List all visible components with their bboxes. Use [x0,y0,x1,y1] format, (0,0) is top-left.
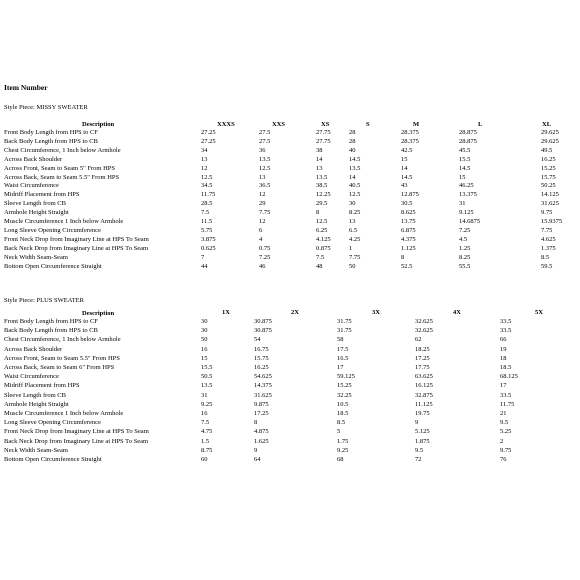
missy-cell-value: 36.5 [259,182,271,190]
missy-cell-value: 15.9375 [541,218,563,225]
plus-cell-value: 18 [500,354,507,362]
item-number-title: Item Number [4,83,48,92]
missy-size-header: XXS [272,121,286,128]
plus-table-row [0,355,580,363]
missy-table-row [0,236,580,244]
missy-cell-value: 34 [201,146,208,154]
missy-cell-value: 13 [349,218,356,225]
missy-cell-value: 55.5 [459,262,471,270]
plus-table-row [0,419,580,427]
missy-cell-value: 13.375 [459,191,477,199]
plus-cell-value: 10.5 [337,400,349,408]
missy-cell-value: 6.5 [349,226,358,234]
plus-cell-value: 19.75 [415,410,430,417]
missy-cell-value: 8.25 [459,253,471,261]
missy-cell-value: 29 [259,200,266,208]
missy-cell-value: 8.625 [401,209,416,217]
missy-cell-value: 12.5 [201,173,213,181]
plus-row-description: Chest Circumference, 1 Inch below Armhole [4,336,121,344]
plus-table-row [0,382,580,390]
plus-cell-value: 17.5 [337,345,349,353]
plus-row-description: Waist Circumference [4,373,59,381]
missy-cell-value: 40 [349,146,356,154]
missy-cell-value: 42.5 [401,146,413,154]
plus-cell-value: 72 [415,456,422,463]
plus-cell-value: 76 [500,456,507,463]
plus-description-header: Description [82,310,115,317]
missy-cell-value: 27.25 [201,129,216,136]
missy-cell-value: 7.25 [459,226,471,234]
missy-cell-value: 4.125 [316,235,331,243]
missy-cell-value: 7.75 [541,226,553,234]
missy-cell-value: 50 [349,262,356,270]
missy-cell-value: 15 [459,173,466,181]
plus-row-description: Front Neck Drop from Imaginary Line at HPS To Seam [4,428,149,436]
missy-cell-value: 1 [349,244,353,252]
plus-cell-value: 33.5 [500,318,512,325]
plus-cell-value: 58 [337,336,344,344]
missy-cell-value: 46 [259,262,266,270]
plus-table-row [0,364,580,372]
plus-cell-value: 8.5 [337,419,346,427]
plus-cell-value: 16 [201,345,208,353]
missy-cell-value: 12 [259,218,266,225]
plus-cell-value: 60 [201,456,208,463]
missy-cell-value: 6.875 [401,226,416,234]
plus-cell-value: 64 [254,456,261,463]
missy-cell-value: 27.75 [316,137,331,145]
missy-cell-value: 7.5 [316,253,325,261]
missy-size-header: XL [542,121,552,128]
missy-cell-value: 43 [401,182,408,190]
plus-cell-value: 68.125 [500,373,518,381]
missy-cell-value: 4.375 [401,235,416,243]
missy-cell-value: 7.75 [349,253,361,261]
missy-row-description: Waist Circumference [4,182,59,190]
missy-cell-value: 8.5 [541,253,550,261]
missy-cell-value: 14 [316,155,323,163]
plus-cell-value: 30 [201,327,208,335]
plus-cell-value: 30 [201,318,208,325]
plus-row-description: Across Back, Seam to Seam 6" From HPS [4,364,115,371]
missy-row-description: Back Body Length from HPS to CB [4,137,98,145]
plus-cell-value: 9.25 [201,400,213,408]
missy-cell-value: 7.25 [259,253,271,261]
plus-style-label: Style Piece: PLUS SWEATER [4,297,84,304]
missy-style-label: Style Piece: MISSY SWEATER [4,104,88,111]
missy-cell-value: 13.5 [349,164,361,172]
plus-cell-value: 1.875 [415,437,430,445]
missy-table-row [0,191,580,199]
missy-cell-value: 1.125 [401,244,416,252]
plus-table-row [0,428,580,436]
plus-cell-value: 32.625 [415,318,433,325]
missy-table-row [0,165,580,173]
missy-cell-value: 6.25 [316,226,328,234]
missy-cell-value: 28.5 [201,200,213,208]
missy-table-row [0,182,580,190]
plus-cell-value: 21 [500,410,507,417]
missy-cell-value: 14 [401,164,408,172]
missy-cell-value: 14.6875 [459,218,481,225]
missy-row-description: Long Sleeve Opening Circumference [4,226,101,234]
missy-cell-value: 4.625 [541,235,556,243]
plus-cell-value: 8.75 [201,446,213,454]
plus-cell-value: 18.25 [415,345,430,353]
plus-row-description: Across Back Shoulder [4,345,63,353]
missy-cell-value: 59.5 [541,262,553,270]
plus-cell-value: 30.875 [254,327,272,335]
missy-cell-value: 52.5 [401,262,413,270]
plus-cell-value: 62 [415,336,422,344]
missy-cell-value: 11.5 [201,218,213,225]
plus-table-row [0,373,580,381]
missy-cell-value: 31 [459,200,466,208]
missy-cell-value: 4.5 [459,235,468,243]
missy-cell-value: 29.5 [316,200,328,208]
missy-table-row [0,147,580,155]
plus-row-description: Back Body Length from HPS to CB [4,327,98,335]
plus-table-row [0,410,580,418]
plus-row-description: Long Sleeve Opening Circumference [4,419,101,427]
missy-cell-value: 15.25 [541,164,556,172]
plus-row-description: Armhole Height Straight [4,400,69,408]
plus-cell-value: 17.25 [254,410,269,417]
missy-size-header: M [413,121,420,128]
plus-cell-value: 13.5 [201,382,213,390]
plus-cell-value: 66 [500,336,507,344]
plus-cell-value: 9.25 [337,446,349,454]
missy-cell-value: 13 [259,173,266,181]
plus-cell-value: 11.75 [500,400,515,408]
missy-size-header: XXXS [217,121,235,128]
missy-cell-value: 38.5 [316,182,328,190]
plus-cell-value: 17 [500,382,507,390]
missy-cell-value: 7 [201,253,205,261]
plus-cell-value: 31.75 [337,327,352,335]
missy-row-description: Muscle Circumference 1 Inch below Armhole [4,218,124,225]
plus-size-header: 1X [222,309,230,316]
missy-table-row [0,156,580,164]
missy-cell-value: 15 [401,155,408,163]
plus-cell-value: 5.125 [415,428,430,436]
plus-table-row [0,327,580,335]
plus-size-header: 3X [372,309,380,316]
missy-row-description: Sleeve Length from CB [4,200,66,208]
plus-cell-value: 8 [254,419,258,427]
plus-cell-value: 9.75 [500,446,512,454]
missy-cell-value: 8 [316,209,320,217]
missy-cell-value: 31.625 [541,200,559,208]
missy-row-description: Neck Width Seam-Seam [4,253,68,261]
missy-cell-value: 15.5 [459,155,471,163]
plus-cell-value: 9 [254,446,258,454]
plus-cell-value: 33.5 [500,327,512,335]
missy-cell-value: 12.5 [349,191,361,199]
plus-cell-value: 31 [201,391,208,399]
missy-table-row [0,227,580,235]
missy-cell-value: 9.125 [459,209,474,217]
missy-row-description: Across Back Shoulder [4,155,63,163]
plus-cell-value: 16.5 [337,354,349,362]
missy-cell-value: 14.5 [349,155,361,163]
missy-cell-value: 50.25 [541,182,556,190]
missy-cell-value: 12 [259,191,266,199]
plus-table-row [0,346,580,354]
missy-cell-value: 7.5 [201,209,210,217]
missy-cell-value: 49.5 [541,146,553,154]
plus-row-description: Midriff Placement from HPS [4,382,80,390]
plus-cell-value: 33.5 [500,391,512,399]
plus-cell-value: 9 [415,419,419,427]
plus-cell-value: 1.5 [201,437,210,445]
missy-size-header: XS [321,121,330,128]
plus-cell-value: 1.625 [254,437,269,445]
plus-cell-value: 15 [201,354,208,362]
missy-row-description: Across Front, Seam to Seam 5" From HPS [4,164,115,172]
missy-row-description: Across Back, Seam to Seam 5.5" From HPS [4,173,120,181]
missy-cell-value: 28 [349,137,356,145]
missy-cell-value: 28.375 [401,129,419,136]
plus-row-description: Across Front, Seam to Seam 5.5" From HPS [4,354,120,362]
plus-cell-value: 2 [500,437,504,445]
missy-cell-value: 34.5 [201,182,213,190]
plus-row-description: Bottom Open Circumference Straight [4,456,102,463]
missy-cell-value: 12.5 [259,164,271,172]
missy-cell-value: 9.75 [541,209,553,217]
plus-cell-value: 32.625 [415,327,433,335]
plus-cell-value: 9.875 [254,400,269,408]
plus-cell-value: 17 [337,364,344,371]
plus-cell-value: 15.75 [254,354,269,362]
missy-cell-value: 0.875 [316,244,331,252]
missy-cell-value: 4 [259,235,263,243]
plus-cell-value: 54.625 [254,373,272,381]
missy-row-description: Front Body Length from HPS to CF [4,129,98,136]
missy-row-description: Midriff Placement from HPS [4,191,80,199]
missy-cell-value: 28 [349,129,356,136]
plus-cell-value: 7.5 [201,419,210,427]
missy-row-description: Bottom Open Circumference Straight [4,262,102,270]
missy-cell-value: 27.25 [201,137,216,145]
missy-cell-value: 29.625 [541,129,559,136]
plus-size-header: 4X [453,309,461,316]
plus-size-header: 2X [291,309,299,316]
plus-cell-value: 17.25 [415,354,430,362]
missy-cell-value: 11.75 [201,191,216,199]
plus-row-description: Neck Width Seam-Seam [4,446,68,454]
plus-cell-value: 4.875 [254,428,269,436]
plus-cell-value: 68 [337,456,344,463]
plus-table-row [0,456,580,464]
plus-cell-value: 59.125 [337,373,355,381]
plus-cell-value: 54 [254,336,261,344]
missy-table-row [0,174,580,182]
plus-cell-value: 16 [201,410,208,417]
plus-cell-value: 16.75 [254,345,269,353]
plus-table-row [0,438,580,446]
plus-cell-value: 50 [201,336,208,344]
missy-cell-value: 5.75 [201,226,213,234]
plus-cell-value: 5.25 [500,428,512,436]
plus-cell-value: 15.25 [337,382,352,390]
missy-table-row [0,245,580,253]
missy-cell-value: 7.75 [259,209,271,217]
plus-cell-value: 14.375 [254,382,272,390]
missy-cell-value: 14.5 [401,173,413,181]
missy-table-row [0,263,580,271]
missy-cell-value: 15.75 [541,173,556,181]
plus-cell-value: 16.25 [254,364,269,371]
missy-cell-value: 13 [316,164,323,172]
missy-cell-value: 27.5 [259,129,271,136]
missy-table-row [0,200,580,208]
missy-cell-value: 12.875 [401,191,419,199]
plus-table-row [0,336,580,344]
missy-cell-value: 4.25 [349,235,361,243]
plus-table-row [0,318,580,326]
missy-cell-value: 36 [259,146,266,154]
missy-cell-value: 27.5 [259,137,271,145]
missy-cell-value: 14.125 [541,191,559,199]
plus-cell-value: 15.5 [201,364,213,371]
missy-cell-value: 45.5 [459,146,471,154]
missy-cell-value: 16.25 [541,155,556,163]
plus-cell-value: 1.75 [337,437,349,445]
plus-cell-value: 9.5 [500,419,509,427]
plus-cell-value: 32.25 [337,391,352,399]
missy-size-header: L [478,121,483,128]
missy-table-row [0,209,580,217]
missy-cell-value: 13.75 [401,218,416,225]
missy-cell-value: 40.5 [349,182,361,190]
missy-row-description: Front Neck Drop from Imaginary Line at HPS To Seam [4,235,149,243]
plus-row-description: Muscle Circumference 1 Inch below Armhole [4,410,124,417]
missy-row-description: Armhole Height Straight [4,209,69,217]
missy-table-row [0,254,580,262]
missy-cell-value: 29.625 [541,137,559,145]
missy-table-row [0,138,580,146]
missy-cell-value: 48 [316,262,323,270]
plus-table-row [0,447,580,455]
plus-cell-value: 11.125 [415,400,433,408]
missy-cell-value: 13 [201,155,208,163]
missy-cell-value: 8 [401,253,405,261]
plus-size-header: 5X [535,309,543,316]
missy-cell-value: 28.375 [401,137,419,145]
missy-cell-value: 1.375 [541,244,556,252]
plus-cell-value: 50.5 [201,373,213,381]
plus-row-description: Sleeve Length from CB [4,391,66,399]
plus-cell-value: 18.5 [500,364,512,371]
missy-description-header: Description [82,121,115,128]
missy-size-header: S [366,121,370,128]
missy-cell-value: 28.875 [459,137,477,145]
missy-cell-value: 0.75 [259,244,271,252]
plus-cell-value: 31.625 [254,391,272,399]
plus-cell-value: 4.75 [201,428,213,436]
plus-row-description: Back Neck Drop from Imaginary Line at HPS To Seam [4,437,149,445]
missy-cell-value: 1.25 [459,244,471,252]
missy-cell-value: 12.25 [316,191,331,199]
missy-cell-value: 3.875 [201,235,216,243]
missy-cell-value: 44 [201,262,208,270]
missy-cell-value: 14.5 [459,164,471,172]
missy-cell-value: 28.875 [459,129,477,136]
plus-cell-value: 17.75 [415,364,430,371]
missy-cell-value: 12.5 [316,218,328,225]
missy-cell-value: 14 [349,173,356,181]
missy-cell-value: 13.5 [316,173,328,181]
missy-row-description: Back Neck Drop from Imaginary Line at HPS To Seam [4,244,149,252]
plus-cell-value: 16.125 [415,382,433,390]
missy-cell-value: 27.75 [316,129,331,136]
plus-table-row [0,401,580,409]
plus-cell-value: 19 [500,345,507,353]
missy-cell-value: 8.25 [349,209,361,217]
plus-row-description: Front Body Length from HPS to CF [4,318,98,325]
missy-cell-value: 0.625 [201,244,216,252]
missy-cell-value: 12 [201,164,208,172]
missy-cell-value: 30.5 [401,200,413,208]
plus-table-row [0,392,580,400]
missy-row-description: Chest Circumference, 1 Inch below Armhole [4,146,121,154]
plus-cell-value: 32.875 [415,391,433,399]
plus-cell-value: 63.625 [415,373,433,381]
missy-table-row [0,218,580,226]
plus-cell-value: 9.5 [415,446,424,454]
missy-table-row [0,129,580,137]
missy-cell-value: 30 [349,200,356,208]
plus-cell-value: 31.75 [337,318,352,325]
missy-cell-value: 13.5 [259,155,271,163]
plus-cell-value: 18.5 [337,410,349,417]
missy-cell-value: 46.25 [459,182,474,190]
plus-cell-value: 30.875 [254,318,272,325]
missy-cell-value: 38 [316,146,323,154]
missy-cell-value: 6 [259,226,263,234]
plus-cell-value: 5 [337,428,341,436]
